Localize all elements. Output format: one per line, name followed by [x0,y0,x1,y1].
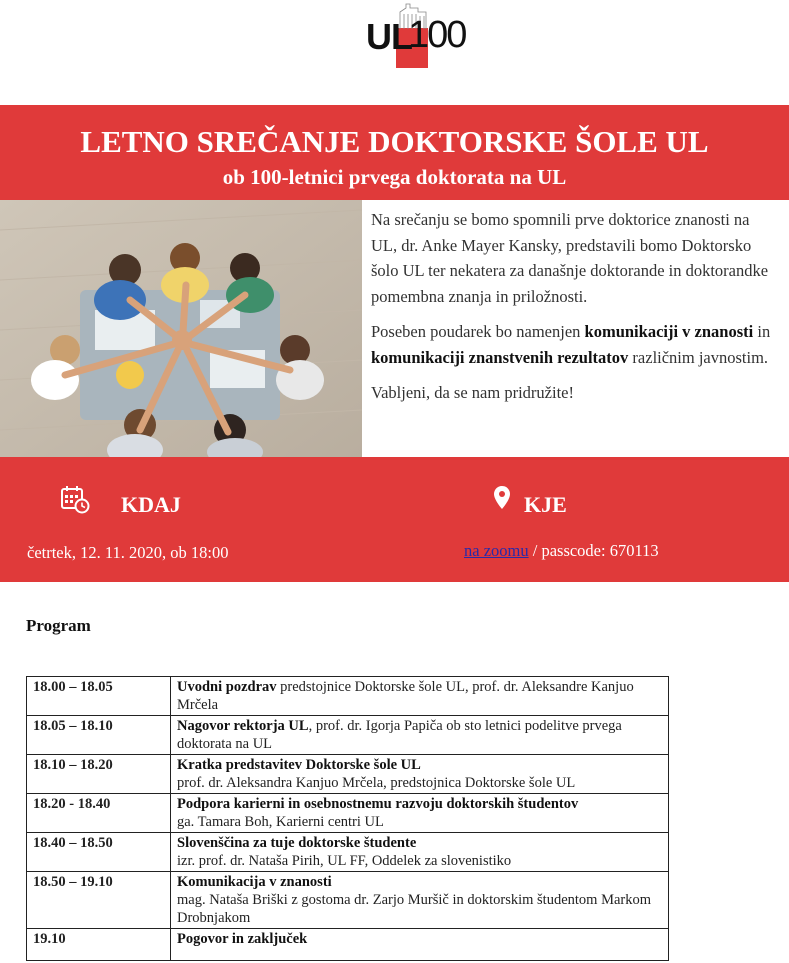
program-time: 18.50 – 19.10 [27,872,171,929]
program-item-speaker: izr. prof. dr. Nataša Pirih, UL FF, Oddelek za slovenistiko [177,853,512,869]
when-label: KDAJ [121,492,181,517]
table-row [27,833,669,872]
program-description [171,872,669,929]
program-item-detail: , prof. dr. Igorja Papiča ob sto letnici podelitve prvega doktorata na UL [177,718,622,752]
intro-p2-bold-2: komunikaciji znanstvenih rezultatov [371,347,629,367]
program-heading: Program [26,616,91,635]
passcode-text: / passcode: 670113 [528,541,659,560]
program-item-speaker: mag. Nataša Briški z gostoma dr. Zarjo Muršič in doktorskim študentom Markom Drobnjakom [177,892,652,926]
program-item-speaker: prof. dr. Aleksandra Kanjuo Mrčela, predstojnica Doktorske šole UL [177,775,576,791]
intro-paragraph-1: Na srečanju se bomo spomnili prve doktorice znanosti na UL, dr. Anke Mayer Kansky, predstavili bomo Doktorsko šolo UL ter nekatera za današnje doktorande in doktorandke pomembna znanja in priložnosti. [371,210,769,306]
program-item-detail: predstojnice Doktorske šole UL, prof. dr. Aleksandre Kanjuo Mrčela [177,679,634,713]
program-description [171,677,669,716]
intro-text [371,207,771,416]
page-subtitle: ob 100-letnici prvega doktorata na UL [222,165,567,189]
intro-p2-text-2: in [753,322,771,341]
program-description [171,716,669,755]
table-row [27,716,669,755]
logo-100-text: 100 [408,14,466,56]
map-pin-icon [493,485,511,511]
table-row [27,794,669,833]
program-time: 18.05 – 18.10 [27,716,171,755]
program-item-title: Kratka predstavitev Doktorske šole UL [177,757,421,773]
program-table [26,676,669,961]
page-title: LETNO SREČANJE DOKTORSKE ŠOLE UL [80,124,709,159]
intro-paragraph-3: Vabljeni, da se nam pridružite! [371,383,574,402]
intro-p2-text-3: različnim javnostim. [628,347,769,367]
program-time: 18.00 – 18.05 [27,677,171,716]
program-item-title: Uvodni pozdrav [177,679,277,695]
program-time: 18.10 – 18.20 [27,755,171,794]
intro-p2-bold-1: komunikaciji v znanosti [584,322,754,341]
event-location [464,541,659,561]
program-time: 18.40 – 18.50 [27,833,171,872]
program-item-speaker: ga. Tamara Boh, Karierni centri UL [177,814,384,830]
zoom-link[interactable]: na zoomu [464,541,529,560]
info-band [0,457,789,582]
logo-ul-text: UL [366,16,412,57]
program-item-title: Pogovor in zaključek [177,931,308,947]
program-description [171,833,669,872]
intro-paragraph-2 [371,319,771,370]
table-row [27,755,669,794]
program-item-title: Nagovor rektorja UL [177,718,309,734]
program-item-title: Podpora karierni in osebnostnemu razvoju doktorskih študentov [177,796,579,812]
table-row [27,677,669,716]
program-time: 19.10 [27,929,171,961]
program-item-title: Slovenščina za tuje doktorske študente [177,835,417,851]
where-label: KJE [524,492,567,517]
program-description [171,929,669,961]
group-photo [0,200,362,457]
event-date: četrtek, 12. 11. 2020, ob 18:00 [27,543,229,562]
program-description [171,794,669,833]
calendar-clock-icon [60,484,90,514]
table-row [27,872,669,929]
program-description [171,755,669,794]
program-time: 18.20 - 18.40 [27,794,171,833]
intro-p2-text: Poseben poudarek bo namenjen [371,322,585,341]
program-item-title: Komunikacija v znanosti [177,874,332,890]
table-row [27,929,669,961]
